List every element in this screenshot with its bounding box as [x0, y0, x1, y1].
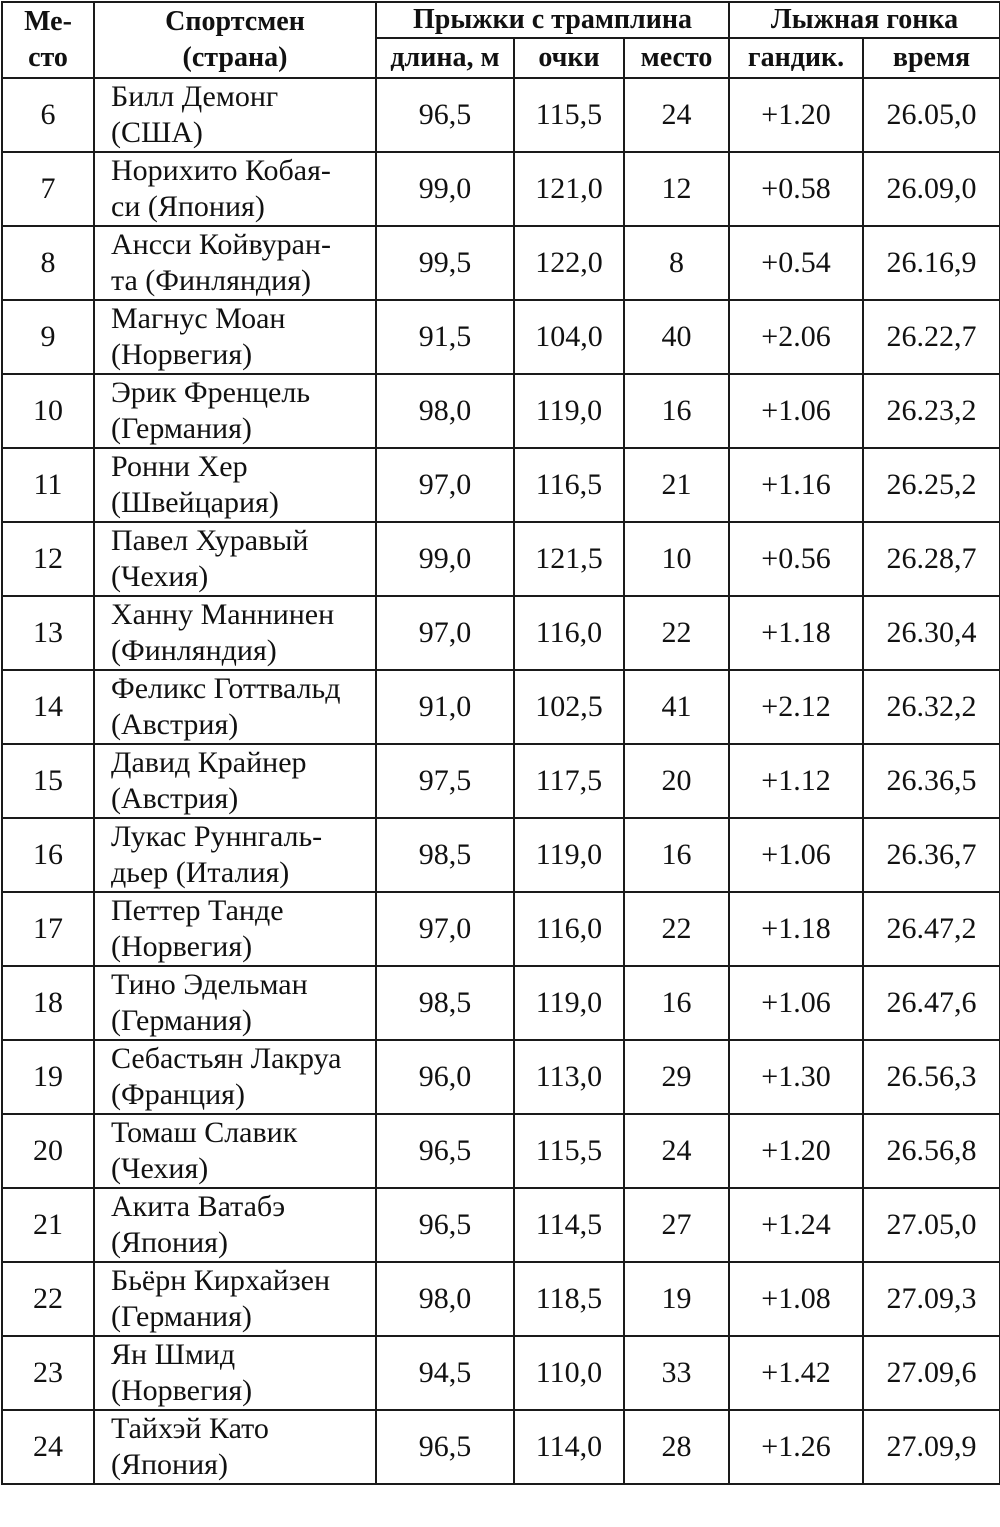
- table-body: [2, 78, 1000, 1484]
- athlete-cell: [94, 1114, 376, 1188]
- jump-points-cell: 118,5: [514, 1262, 624, 1336]
- ski-time-cell: 27.05,0: [863, 1188, 1000, 1262]
- table-row: [2, 78, 1000, 152]
- ski-time-cell: 26.36,5: [863, 744, 1000, 818]
- table-row: [2, 818, 1000, 892]
- ski-time-header: время: [863, 38, 1000, 78]
- rank-cell: 21: [2, 1188, 94, 1262]
- athlete-cell: [94, 152, 376, 226]
- jump-points-cell: 115,5: [514, 1114, 624, 1188]
- jump-place-cell: 27: [624, 1188, 729, 1262]
- jump-points-cell: 119,0: [514, 818, 624, 892]
- athlete-cell: [94, 522, 376, 596]
- athlete-country: (Чехия): [111, 560, 209, 593]
- jump-place-cell: 29: [624, 1040, 729, 1114]
- ski-time-cell: 26.23,2: [863, 374, 1000, 448]
- table-row: [2, 226, 1000, 300]
- athlete-country: дьер (Италия): [111, 856, 290, 889]
- ski-handicap-cell: +1.06: [729, 966, 863, 1040]
- rank-cell: 8: [2, 226, 94, 300]
- athlete-cell: [94, 1262, 376, 1336]
- table-row: [2, 892, 1000, 966]
- jump-points-header: очки: [514, 38, 624, 78]
- athlete-cell: [94, 300, 376, 374]
- ski-time-cell: 26.05,0: [863, 78, 1000, 152]
- athlete-header: [94, 2, 376, 78]
- athlete-name: Себастьян Лакруа: [111, 1042, 342, 1075]
- athlete-country: (Австрия): [111, 708, 239, 741]
- rank-cell: 10: [2, 374, 94, 448]
- jump-place-cell: 28: [624, 1410, 729, 1484]
- ski-time-cell: 26.56,3: [863, 1040, 1000, 1114]
- jump-place-cell: 22: [624, 596, 729, 670]
- results-table: [1, 1, 1000, 1485]
- athlete-name: Томаш Славик: [111, 1116, 298, 1149]
- athlete-cell: [94, 670, 376, 744]
- jump-length-cell: 97,0: [376, 596, 514, 670]
- jump-place-cell: 33: [624, 1336, 729, 1410]
- athlete-country: (Германия): [111, 1004, 252, 1037]
- athlete-country: (Швейцария): [111, 486, 279, 519]
- athlete-name: Бьёрн Кирхайзен: [111, 1264, 331, 1297]
- ski-time-cell: 26.56,8: [863, 1114, 1000, 1188]
- jump-points-cell: 114,0: [514, 1410, 624, 1484]
- jump-points-cell: 116,5: [514, 448, 624, 522]
- ski-handicap-cell: +1.26: [729, 1410, 863, 1484]
- table-header: [2, 2, 1000, 78]
- jump-length-cell: 94,5: [376, 1336, 514, 1410]
- jump-place-cell: 10: [624, 522, 729, 596]
- athlete-name: Ансси Койвуран-: [111, 228, 331, 261]
- ski-time-cell: 26.09,0: [863, 152, 1000, 226]
- ski-handicap-cell: +0.56: [729, 522, 863, 596]
- ski-handicap-cell: +2.06: [729, 300, 863, 374]
- athlete-header-line1: Спортсмен: [165, 6, 305, 37]
- jump-place-cell: 16: [624, 374, 729, 448]
- ski-time-cell: 26.22,7: [863, 300, 1000, 374]
- rank-cell: 19: [2, 1040, 94, 1114]
- ski-time-cell: 26.47,6: [863, 966, 1000, 1040]
- jump-length-cell: 96,0: [376, 1040, 514, 1114]
- jump-place-cell: 21: [624, 448, 729, 522]
- athlete-cell: [94, 596, 376, 670]
- jump-place-header: место: [624, 38, 729, 78]
- ski-handicap-cell: +1.16: [729, 448, 863, 522]
- jump-length-cell: 96,5: [376, 1410, 514, 1484]
- athlete-name: Давид Крайнер: [111, 746, 307, 779]
- athlete-cell: [94, 744, 376, 818]
- athlete-cell: [94, 226, 376, 300]
- jump-length-cell: 99,5: [376, 226, 514, 300]
- athlete-name: Ханну Маннинен: [111, 598, 335, 631]
- athlete-name: Петтер Танде: [111, 894, 284, 927]
- table-row: [2, 1040, 1000, 1114]
- ski-time-cell: 26.25,2: [863, 448, 1000, 522]
- ski-handicap-cell: +0.58: [729, 152, 863, 226]
- jump-length-header: длина, м: [376, 38, 514, 78]
- athlete-country: (Япония): [111, 1448, 228, 1481]
- jump-points-cell: 116,0: [514, 596, 624, 670]
- jump-length-cell: 99,0: [376, 152, 514, 226]
- ski-time-cell: 26.28,7: [863, 522, 1000, 596]
- ski-time-cell: 27.09,3: [863, 1262, 1000, 1336]
- jump-length-cell: 97,5: [376, 744, 514, 818]
- athlete-name: Билл Демонг: [111, 80, 279, 113]
- ski-handicap-cell: +1.06: [729, 374, 863, 448]
- jump-place-cell: 8: [624, 226, 729, 300]
- jump-place-cell: 19: [624, 1262, 729, 1336]
- ski-time-cell: 26.16,9: [863, 226, 1000, 300]
- rank-cell: 24: [2, 1410, 94, 1484]
- athlete-country: (Австрия): [111, 782, 239, 815]
- athlete-country: (Норвегия): [111, 1374, 253, 1407]
- ski-handicap-cell: +1.18: [729, 892, 863, 966]
- ski-time-cell: 27.09,6: [863, 1336, 1000, 1410]
- jump-length-cell: 98,0: [376, 374, 514, 448]
- rank-cell: 7: [2, 152, 94, 226]
- athlete-name: Ронни Хер: [111, 450, 248, 483]
- ski-time-cell: 26.47,2: [863, 892, 1000, 966]
- jump-length-cell: 91,0: [376, 670, 514, 744]
- jump-points-cell: 102,5: [514, 670, 624, 744]
- athlete-cell: [94, 1336, 376, 1410]
- ski-handicap-cell: +1.20: [729, 1114, 863, 1188]
- athlete-name: Эрик Френцель: [111, 376, 311, 409]
- rank-cell: 23: [2, 1336, 94, 1410]
- athlete-name: Феликс Готтвальд: [111, 672, 341, 705]
- jump-points-cell: 114,5: [514, 1188, 624, 1262]
- jump-points-cell: 113,0: [514, 1040, 624, 1114]
- ski-handicap-cell: +1.06: [729, 818, 863, 892]
- jump-points-cell: 122,0: [514, 226, 624, 300]
- athlete-cell: [94, 966, 376, 1040]
- rank-cell: 17: [2, 892, 94, 966]
- jump-points-cell: 121,5: [514, 522, 624, 596]
- athlete-cell: [94, 448, 376, 522]
- jump-length-cell: 98,5: [376, 966, 514, 1040]
- jump-points-cell: 119,0: [514, 374, 624, 448]
- jump-length-cell: 91,5: [376, 300, 514, 374]
- table-row: [2, 1188, 1000, 1262]
- ski-handicap-cell: +2.12: [729, 670, 863, 744]
- rank-cell: 6: [2, 78, 94, 152]
- athlete-cell: [94, 1410, 376, 1484]
- table-row: [2, 966, 1000, 1040]
- athlete-name: Акита Ватабэ: [111, 1190, 286, 1223]
- ski-handicap-cell: +1.42: [729, 1336, 863, 1410]
- table-row: [2, 1336, 1000, 1410]
- jump-length-cell: 97,0: [376, 448, 514, 522]
- athlete-cell: [94, 818, 376, 892]
- table-row: [2, 670, 1000, 744]
- ski-handicap-cell: +1.08: [729, 1262, 863, 1336]
- athlete-name: Магнус Моан: [111, 302, 286, 335]
- rank-header-line1: Ме-: [24, 6, 72, 37]
- jump-place-cell: 16: [624, 966, 729, 1040]
- athlete-country: (Норвегия): [111, 930, 253, 963]
- athlete-country: (Германия): [111, 412, 252, 445]
- rank-cell: 16: [2, 818, 94, 892]
- rank-cell: 22: [2, 1262, 94, 1336]
- jump-points-cell: 121,0: [514, 152, 624, 226]
- rank-cell: 15: [2, 744, 94, 818]
- table-row: [2, 374, 1000, 448]
- rank-cell: 14: [2, 670, 94, 744]
- table-row: [2, 1114, 1000, 1188]
- table-row: [2, 1262, 1000, 1336]
- jump-points-cell: 104,0: [514, 300, 624, 374]
- table-row: [2, 1410, 1000, 1484]
- athlete-country: (Франция): [111, 1078, 245, 1111]
- table-row: [2, 596, 1000, 670]
- table-row: [2, 448, 1000, 522]
- jump-length-cell: 99,0: [376, 522, 514, 596]
- jump-length-cell: 96,5: [376, 1114, 514, 1188]
- jump-place-cell: 24: [624, 78, 729, 152]
- ski-time-cell: 26.30,4: [863, 596, 1000, 670]
- jump-points-cell: 110,0: [514, 1336, 624, 1410]
- table-row: [2, 152, 1000, 226]
- jump-points-cell: 115,5: [514, 78, 624, 152]
- athlete-cell: [94, 892, 376, 966]
- athlete-header-line2: (страна): [182, 42, 288, 73]
- ski-handicap-cell: +1.30: [729, 1040, 863, 1114]
- ski-jump-group-header: Прыжки с трамплина: [376, 2, 729, 38]
- ski-handicap-cell: +1.24: [729, 1188, 863, 1262]
- athlete-country: си (Япония): [111, 190, 265, 223]
- jump-points-cell: 117,5: [514, 744, 624, 818]
- athlete-name: Норихито Кобая-: [111, 154, 331, 187]
- rank-cell: 18: [2, 966, 94, 1040]
- jump-length-cell: 98,0: [376, 1262, 514, 1336]
- athlete-country: (Япония): [111, 1226, 228, 1259]
- athlete-cell: [94, 1188, 376, 1262]
- athlete-name: Павел Хуравый: [111, 524, 309, 557]
- rank-cell: 11: [2, 448, 94, 522]
- athlete-cell: [94, 1040, 376, 1114]
- ski-time-cell: 27.09,9: [863, 1410, 1000, 1484]
- ski-handicap-cell: +1.18: [729, 596, 863, 670]
- athlete-name: Тино Эдельман: [111, 968, 308, 1001]
- jump-length-cell: 96,5: [376, 78, 514, 152]
- jump-length-cell: 98,5: [376, 818, 514, 892]
- ski-handicap-cell: +1.20: [729, 78, 863, 152]
- athlete-country: (Норвегия): [111, 338, 253, 371]
- jump-points-cell: 119,0: [514, 966, 624, 1040]
- jump-place-cell: 16: [624, 818, 729, 892]
- rank-cell: 13: [2, 596, 94, 670]
- athlete-country: (Германия): [111, 1300, 252, 1333]
- athlete-country: (США): [111, 116, 203, 149]
- jump-length-cell: 96,5: [376, 1188, 514, 1262]
- table-row: [2, 522, 1000, 596]
- ski-handicap-cell: +0.54: [729, 226, 863, 300]
- jump-length-cell: 97,0: [376, 892, 514, 966]
- athlete-cell: [94, 78, 376, 152]
- rank-cell: 12: [2, 522, 94, 596]
- rank-cell: 20: [2, 1114, 94, 1188]
- jump-place-cell: 40: [624, 300, 729, 374]
- ski-handicap-header: гандик.: [729, 38, 863, 78]
- rank-header-line2: сто: [28, 42, 68, 73]
- rank-cell: 9: [2, 300, 94, 374]
- table-row: [2, 300, 1000, 374]
- ski-time-cell: 26.36,7: [863, 818, 1000, 892]
- athlete-name: Ян Шмид: [111, 1338, 236, 1371]
- athlete-cell: [94, 374, 376, 448]
- ski-race-group-header: Лыжная гонка: [729, 2, 1000, 38]
- athlete-name: Тайхэй Като: [111, 1412, 269, 1445]
- athlete-country: (Финляндия): [111, 634, 277, 667]
- jump-place-cell: 12: [624, 152, 729, 226]
- jump-place-cell: 22: [624, 892, 729, 966]
- athlete-country: (Чехия): [111, 1152, 209, 1185]
- jump-points-cell: 116,0: [514, 892, 624, 966]
- ski-time-cell: 26.32,2: [863, 670, 1000, 744]
- table-row: [2, 744, 1000, 818]
- jump-place-cell: 20: [624, 744, 729, 818]
- jump-place-cell: 41: [624, 670, 729, 744]
- athlete-country: та (Финляндия): [111, 264, 312, 297]
- rank-header: [2, 2, 94, 78]
- jump-place-cell: 24: [624, 1114, 729, 1188]
- ski-handicap-cell: +1.12: [729, 744, 863, 818]
- athlete-name: Лукас Руннгаль-: [111, 820, 323, 853]
